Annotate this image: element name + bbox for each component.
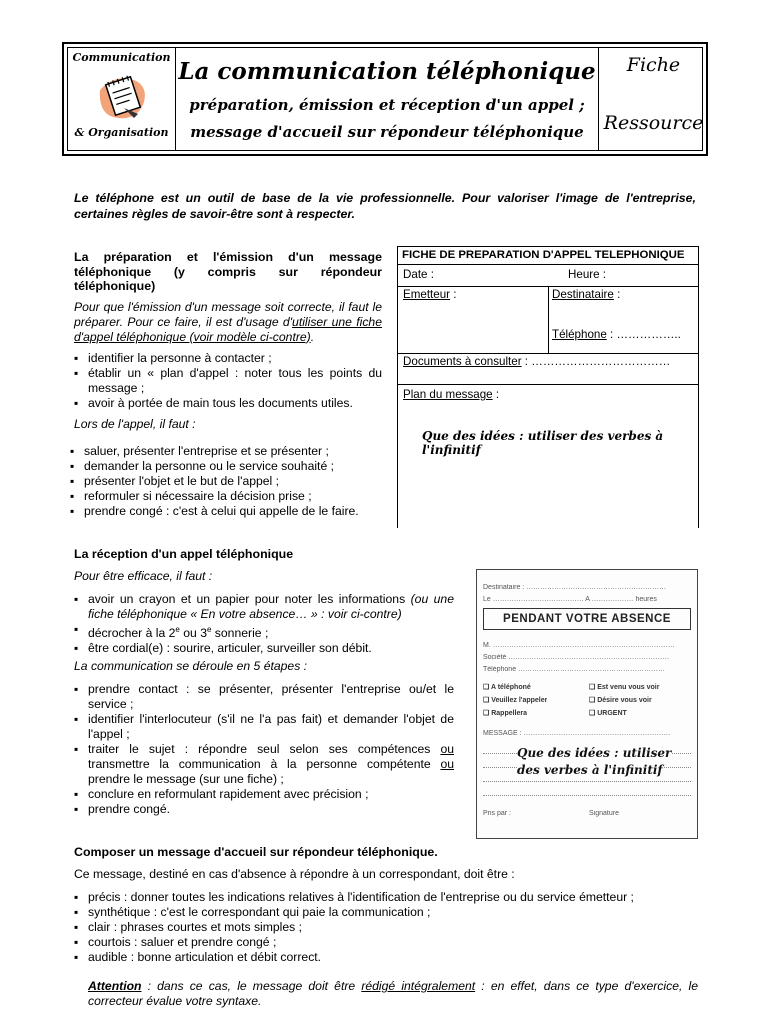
list-item: ▪ conclure en reformulant rapidement avec précision ;	[74, 787, 454, 802]
preparation-list	[74, 351, 382, 411]
list-item: ▪ être cordial(e) : sourire, articuler, surveiller son débit.	[74, 641, 454, 656]
heure-field-label: Heure :	[568, 268, 607, 281]
absence-destinataire: Destinataire : ……………………………………………………	[483, 584, 667, 591]
lors-appel-text: Lors de l'appel, il faut :	[74, 416, 196, 431]
intro-paragraph: Le téléphone est un outil de base de la vie professionnelle. Pour valoriser l'image de l'entreprise, certaines règles de savoir-être sont à respecter.	[74, 191, 696, 221]
logo-top-text: Communication	[72, 51, 171, 64]
list-item: ▪ avoir un crayon et un papier pour noter les informations (ou une fiche téléphonique « En votre absence… » : voir ci-contre)	[74, 592, 454, 622]
absence-m-line: M. ……………………………………………………………………	[483, 642, 675, 649]
absence-checkbox-item: ❑ Est venu vous voir	[589, 684, 660, 691]
handwritten-note: Que des idées : utiliser des verbes à l'infinitif	[422, 429, 664, 457]
absence-message-line: MESSAGE : ………………………………………………………	[483, 730, 671, 737]
absence-form-image	[476, 569, 698, 839]
list-item: ▪ demander la personne ou le service souhaité ;	[70, 459, 390, 474]
telephone-field-label: Téléphone : ……………..	[552, 328, 681, 341]
absence-telephone-line: Téléphone ………………………………………………………	[483, 666, 666, 673]
section-preparation	[74, 250, 382, 432]
list-item: ▪ précis : donner toutes les indications relatives à l'identification de l'entreprise ou du service émetteur ;	[74, 890, 698, 905]
section-reception-heading: La réception d'un appel téléphonique	[74, 547, 294, 561]
preparation-paragraph: Pour que l'émission d'un message soit correcte, il faut le préparer. Pour ce faire, il est d'usage d'utiliser une fiche d'appel téléphonique (voir modèle ci-contre).	[74, 299, 382, 344]
absence-pris-par: Pris par :	[483, 810, 512, 817]
attention-label: Attention	[88, 979, 142, 993]
reception-intro: Pour être efficace, il faut :	[74, 569, 213, 583]
plan-field-label: Plan du message :	[403, 388, 500, 401]
list-item: ▪ audible : bonne articulation et débit correct.	[74, 950, 698, 965]
fiche-prep-title-row	[398, 247, 698, 265]
attention-note: Attention : dans ce cas, le message doit être rédigé intégralement : en effet, dans ce type d'exercice, le correcteur évalue votre syntaxe.	[88, 979, 698, 1008]
absence-checkbox-item: ❑ Rappellera	[483, 710, 528, 717]
list-item: ▪ reformuler si nécessaire la décision prise ;	[70, 489, 390, 504]
fiche-label: Fiche	[626, 54, 681, 76]
list-item: ▪ traiter le sujet : répondre seul selon ses compétences ou transmettre la communication à la personne compétente ou prendre le message (sur une fiche) ;	[74, 742, 454, 787]
list-item: ▪ courtois : saluer et prendre congé ;	[74, 935, 698, 950]
ressource-label: Ressource	[603, 112, 704, 134]
fiche-appel-link-text: utiliser une fiche d'appel téléphonique (voir modèle ci-contre)	[74, 314, 382, 344]
page-title: La communication téléphonique	[178, 58, 596, 85]
documents-row	[398, 354, 698, 385]
list-item: ▪ avoir à portée de main tous les documents utiles.	[74, 396, 382, 411]
absence-signature: Signature	[589, 810, 619, 817]
destinataire-field-label: Destinataire :	[552, 288, 621, 301]
emetteur-field-label: Emetteur :	[403, 288, 457, 301]
list-item: ▪ identifier l'interlocuteur (s'il ne l'a pas fait) et demander l'objet de l'appel ;	[74, 712, 454, 742]
absence-banner: PENDANT VOTRE ABSENCE	[483, 608, 691, 630]
absence-checkbox-item: ❑ Veuillez l'appeler	[483, 697, 548, 704]
emetteur-destinataire-row	[398, 287, 698, 354]
date-field-label: Date :	[403, 268, 434, 281]
list-item: ▪ saluer, présenter l'entreprise et se présenter ;	[70, 444, 390, 459]
list-item: ▪ clair : phrases courtes et mots simples ;	[74, 920, 698, 935]
etapes-list	[74, 682, 454, 817]
repondeur-list	[74, 890, 698, 965]
logo-bottom-text: & Organisation	[74, 126, 169, 139]
date-row	[398, 265, 698, 287]
repondeur-intro: Ce message, destiné en cas d'absence à répondre à un correspondant, doit être :	[74, 867, 515, 881]
absence-societe-line: Société ……………………………………………………………	[483, 654, 670, 661]
list-item: ▪ identifier la personne à contacter ;	[74, 351, 382, 366]
fiche-prep-title: FICHE DE PREPARATION D'APPEL TELEPHONIQUE	[402, 249, 685, 261]
list-item: ▪ prendre congé : c'est à celui qui appelle de le faire.	[70, 504, 390, 519]
list-item: ▪ synthétique : c'est le correspondant qui paie la communication ;	[74, 905, 698, 920]
fiche-preparation-form	[397, 246, 699, 528]
subtitle-line-2: message d'accueil sur répondeur téléphonique	[190, 123, 584, 141]
etapes-text: La communication se déroule en 5 étapes :	[74, 659, 308, 673]
absence-checkbox-item: ❑ A téléphoné	[483, 684, 531, 691]
absence-handwritten-2: des verbes à l'infinitif	[517, 763, 663, 777]
documents-field-label: Documents à consulter : ………………………………	[403, 355, 671, 368]
header-box	[62, 42, 708, 156]
absence-checkbox-item: ❑ URGENT	[589, 710, 627, 717]
lors-appel-list	[70, 444, 390, 519]
list-item: ▪ établir un « plan d'appel : noter tous les points du message ;	[74, 366, 382, 396]
notepad-logo-icon	[94, 70, 152, 124]
absence-date-line: Le ………………………………… A ……………… heures	[483, 596, 657, 603]
list-item: ▪ décrocher à la 2e ou 3e sonnerie ;	[74, 622, 454, 641]
list-item: ▪ présenter l'objet et le but de l'appel ;	[70, 474, 390, 489]
list-item: ▪ prendre contact : se présenter, présenter l'entreprise ou/et le service ;	[74, 682, 454, 712]
section-repondeur-heading: Composer un message d'accueil sur répondeur téléphonique.	[74, 845, 438, 859]
section-preparation-heading: La préparation et l'émission d'un message téléphonique (y compris sur répondeur téléphonique)	[74, 250, 382, 293]
absence-handwritten-1: Que des idées : utiliser	[517, 746, 672, 760]
list-item: ▪ prendre congé.	[74, 802, 454, 817]
reception-list	[74, 592, 454, 656]
absence-checkbox-item: ❑ Désire vous voir	[589, 697, 652, 704]
subtitle-line-1: préparation, émission et réception d'un appel ;	[189, 96, 585, 114]
